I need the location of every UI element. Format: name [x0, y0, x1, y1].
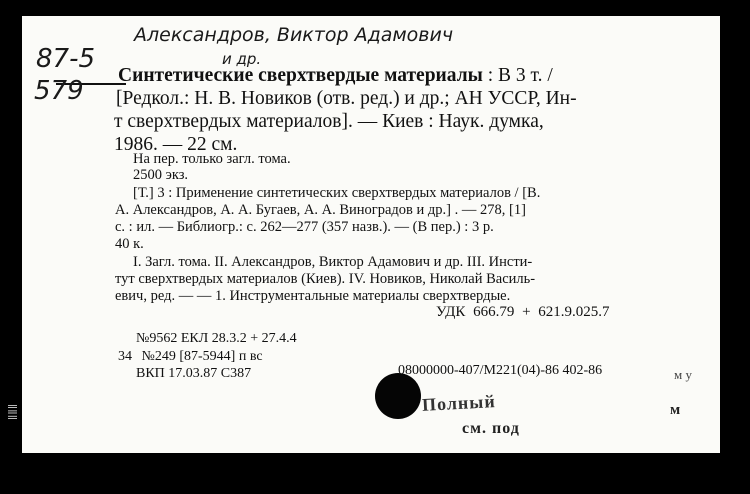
volume-line-2: А. Александров, А. А. Бугаев, А. А. Виноградов и др.] . — 278, [1]: [115, 202, 526, 218]
stamp-registry-line: [118, 350, 263, 364]
stamp-see-under: см. под: [462, 420, 520, 437]
volume-count: : В 3 т. /: [487, 65, 553, 86]
index-line-3: евич, ред. — — 1. Инструментальные материалы сверхтвердые.: [115, 288, 511, 304]
margin-mark: ‖‖‖: [8, 403, 18, 420]
call-number-bottom: 579: [34, 76, 84, 106]
index-line-1: I. Загл. тома. II. Александров, Виктор Адамович и др. III. Инсти-: [133, 254, 533, 270]
year-line: 1986. — 22 см.: [114, 134, 238, 155]
stamp-registry-prefix: 34: [118, 349, 132, 364]
card-punch-hole: [375, 373, 421, 419]
editorial-line: [Редкол.: Н. В. Новиков (отв. ред.) и др.; АН УССР, Ин-: [116, 88, 577, 109]
book-title: Синтетические сверхтвердые материалы: [118, 65, 483, 86]
udk-code: УДК 666.79 + 621.9.025.7: [436, 304, 610, 320]
stamp-registry-number: №249 [87-5944] п вс: [141, 349, 263, 364]
stamp-number-line: №9562 ЕКЛ 28.3.2 + 27.4.4: [136, 331, 297, 346]
volume-line-4: 40 к.: [115, 236, 144, 252]
stamp-full-text: Полный: [421, 391, 497, 415]
call-number-top: 87-5: [36, 44, 96, 74]
stamp-vkp-line: ВКП 17.03.87 С387: [136, 366, 252, 381]
note-cover: На пер. только загл. тома.: [133, 151, 291, 167]
note-copies: 2500 экз.: [133, 167, 189, 183]
volume-line-3: с. : ил. — Библиогр.: с. 262—277 (357 назв.). — (В пер.) : 3 р.: [115, 219, 494, 235]
title-line: [118, 66, 553, 86]
volume-line-1: [Т.] 3 : Применение синтетических сверхтвердых материалов / [В.: [133, 185, 541, 201]
catalog-card: [22, 16, 720, 453]
handwritten-note: и др.: [222, 50, 262, 68]
index-line-2: тут сверхтвердых материалов (Киев). IV. Новиков, Николай Василь-: [115, 271, 536, 287]
stamp-bottom-tail: м: [670, 402, 681, 418]
catalog-code-line: 08000000-407/М221(04)-86 402-86: [398, 363, 603, 378]
publisher-line: т сверхтвердых материалов]. — Киев : Наук. думка,: [114, 111, 544, 132]
handwritten-author: Александров, Виктор Адамович: [134, 24, 454, 46]
catalog-code-tail: м у: [674, 367, 692, 382]
